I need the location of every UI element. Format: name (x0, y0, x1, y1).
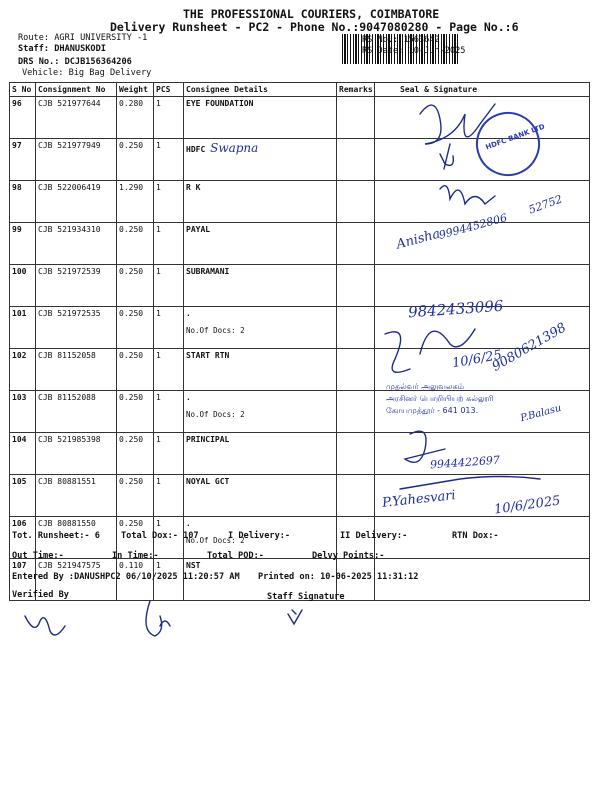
cell-sno: 97 (10, 139, 36, 181)
route: Route: AGRI UNIVERSITY -1 (18, 33, 148, 43)
cell-sno: 106 (10, 517, 36, 559)
cell-consignment: CJB 521947575 (36, 559, 117, 601)
total-pod: Total POD:- (207, 551, 264, 561)
college-stamp-line-1: முதல்வர் அலுவலகம் (386, 382, 465, 391)
cell-consignee (184, 433, 337, 475)
cell-sno: 107 (10, 559, 36, 601)
consignee-name: HDFC (186, 145, 206, 154)
cell-pcs: 1 (154, 181, 184, 223)
table-row (10, 223, 590, 265)
cell-consignment: CJB 521972539 (36, 265, 117, 307)
handwritten-phone-3: 9080621398 (489, 320, 569, 375)
table-row (10, 433, 590, 475)
runsheet-title: Delivery Runsheet - PC2 - Phone No.:9047080280 - Page No.:6 (110, 20, 519, 34)
cell-consignee (184, 349, 337, 391)
printed-on: Printed on: 10-06-2025 11:31:12 (258, 572, 419, 582)
cell-weight: 0.250 (117, 223, 154, 265)
staff: Staff: DHANUSKODI (18, 44, 106, 54)
table-row (10, 391, 590, 433)
cell-consignee (184, 97, 337, 139)
consignee-name: . (186, 393, 191, 402)
cell-pcs: 1 (154, 139, 184, 181)
cell-weight: 0.110 (117, 559, 154, 601)
cell-consignment: CJB 521977644 (36, 97, 117, 139)
cell-pcs: 1 (154, 265, 184, 307)
col-seal-signature: Seal & Signature (375, 83, 590, 97)
drs-number: DRS No.: DCJB156364206 (18, 57, 132, 67)
i-delivery: I Delivery:- (228, 531, 291, 541)
cell-remarks (337, 307, 375, 349)
cell-sno: 105 (10, 475, 36, 517)
cell-weight: 0.250 (117, 349, 154, 391)
cell-consignment: CJB 80881551 (36, 475, 117, 517)
consignee-name: R K (186, 183, 201, 192)
cell-sno: 96 (10, 97, 36, 139)
cell-weight: 0.250 (117, 391, 154, 433)
cell-remarks (337, 433, 375, 475)
cell-sno: 104 (10, 433, 36, 475)
consignee-name: NST (186, 561, 201, 570)
consignee-name: NOYAL GCT (186, 477, 230, 486)
handwritten-phone-2: 9842433096 (407, 296, 504, 322)
cell-sno: 99 (10, 223, 36, 265)
cell-weight: 0.250 (117, 139, 154, 181)
in-time: In Time:- (112, 551, 159, 561)
consignee-name: PRINCIPAL (186, 435, 230, 444)
cell-consignee (184, 181, 337, 223)
total-dox: Total Dox:- 107 (121, 531, 199, 541)
rtn-dox: RTN Dox:- (452, 531, 499, 541)
col-consignment: Consignment No (36, 83, 117, 97)
consignee-name: START RTN (186, 351, 230, 360)
vehicle: Vehicle: Big Bag Delivery (22, 68, 152, 78)
cell-consignment: CJB 521977949 (36, 139, 117, 181)
bank-stamp-text: HDFC BANK LTD (484, 122, 546, 152)
cell-weight: 0.250 (117, 433, 154, 475)
handwritten-date-1: 10/6/25 (451, 347, 504, 372)
company-name: THE PROFESSIONAL COURIERS, COIMBATORE (183, 7, 440, 21)
cell-pcs: 1 (154, 559, 184, 601)
consignee-name: PAYAL (186, 225, 211, 234)
college-stamp-line-3: கோயமுத்தூர் - 641 013. (386, 406, 479, 415)
college-stamp-line-2: அரசினர் பொறியியற் கல்லூரி (386, 394, 494, 403)
cell-pcs: 1 (154, 223, 184, 265)
total-runsheet: Tot. Runsheet:- 6 (12, 531, 100, 541)
cell-pcs: 1 (154, 475, 184, 517)
table-header-row (10, 83, 590, 97)
staff-signature-2 (288, 610, 302, 624)
docs-count: No.Of Docs: 2 (186, 410, 245, 419)
cell-consignee (184, 391, 337, 433)
cell-consignment: CJB 521934310 (36, 223, 117, 265)
handwritten-name-1: Anisha (394, 226, 442, 253)
cell-pcs: 1 (154, 517, 184, 559)
col-sno: S No (10, 83, 36, 97)
cell-consignment: CJB 80881550 (36, 517, 117, 559)
ii-delivery: II Delivery:- (340, 531, 408, 541)
cell-consignment: CJB 522006419 (36, 181, 117, 223)
verified-signature (25, 616, 65, 635)
cell-consignment: CJB 521985398 (36, 433, 117, 475)
cell-sno: 100 (10, 265, 36, 307)
cell-remarks (337, 139, 375, 181)
handwritten-sign: P.Balasu (519, 402, 563, 425)
cell-weight: 0.280 (117, 97, 154, 139)
out-time: Out Time:- (12, 551, 64, 561)
cell-remarks (337, 181, 375, 223)
cell-weight: 1.290 (117, 181, 154, 223)
cell-consignee (184, 475, 337, 517)
cell-sno: 102 (10, 349, 36, 391)
college-stamp (386, 381, 493, 417)
entered-by: Entered By :DANUSHPC2 06/10/2025 11:20:57 AM (12, 572, 240, 582)
cell-consignee (184, 265, 337, 307)
handwritten-number-1: 52752 (526, 192, 565, 217)
cell-pcs: 1 (154, 349, 184, 391)
cell-weight: 0.250 (117, 475, 154, 517)
handwritten-phone-1: 9994452806 (437, 211, 509, 242)
docs-count: No.Of Docs: 2 (186, 536, 245, 545)
rs-date: RS Date: 10-Jun-2025 (362, 46, 466, 56)
staff-signature (146, 601, 170, 636)
cell-consignment: CJB 81152088 (36, 391, 117, 433)
cell-remarks (337, 391, 375, 433)
consignee-name: SUBRAMANI (186, 267, 230, 276)
cell-remarks (337, 475, 375, 517)
col-pcs: PCS (154, 83, 184, 97)
consignee-name: . (186, 519, 191, 528)
handwritten-name: Swapna (210, 141, 259, 155)
consignee-name: . (186, 309, 191, 318)
col-consignee: Consignee Details (184, 83, 337, 97)
cell-remarks (337, 265, 375, 307)
staff-signature-label: Staff Signature (267, 592, 345, 602)
col-weight: Weight (117, 83, 154, 97)
cell-sno: 98 (10, 181, 36, 223)
cell-pcs: 1 (154, 433, 184, 475)
cell-consignee (184, 139, 337, 181)
cell-pcs: 1 (154, 307, 184, 349)
cell-weight: 0.250 (117, 265, 154, 307)
delivery-points: Delvy Points:- (312, 551, 385, 561)
cell-pcs: 1 (154, 391, 184, 433)
cell-remarks (337, 223, 375, 265)
cell-sno: 103 (10, 391, 36, 433)
cell-consignee (184, 307, 337, 349)
handwritten-name-2: P.Yahesvari (381, 488, 457, 511)
cell-consignee (184, 223, 337, 265)
cell-weight: 0.250 (117, 517, 154, 559)
handwritten-phone-4: 9944422697 (429, 453, 501, 472)
verified-by-label: Verified By (12, 590, 69, 600)
handwritten-date-2: 10/6/2025 (493, 493, 562, 518)
cell-weight: 0.250 (117, 307, 154, 349)
cell-signature (375, 433, 590, 475)
cell-sno: 101 (10, 307, 36, 349)
docs-count: No.Of Docs: 2 (186, 326, 245, 335)
cell-consignment: CJB 521972535 (36, 307, 117, 349)
consignee-name: EYE FOUNDATION (186, 99, 254, 108)
cell-pcs: 1 (154, 97, 184, 139)
cell-remarks (337, 349, 375, 391)
footer-signatures (20, 596, 340, 656)
cell-remarks (337, 97, 375, 139)
cell-consignment: CJB 81152058 (36, 349, 117, 391)
col-remarks: Remarks (337, 83, 375, 97)
rs-number: RS No.: 1563642 (362, 35, 440, 45)
